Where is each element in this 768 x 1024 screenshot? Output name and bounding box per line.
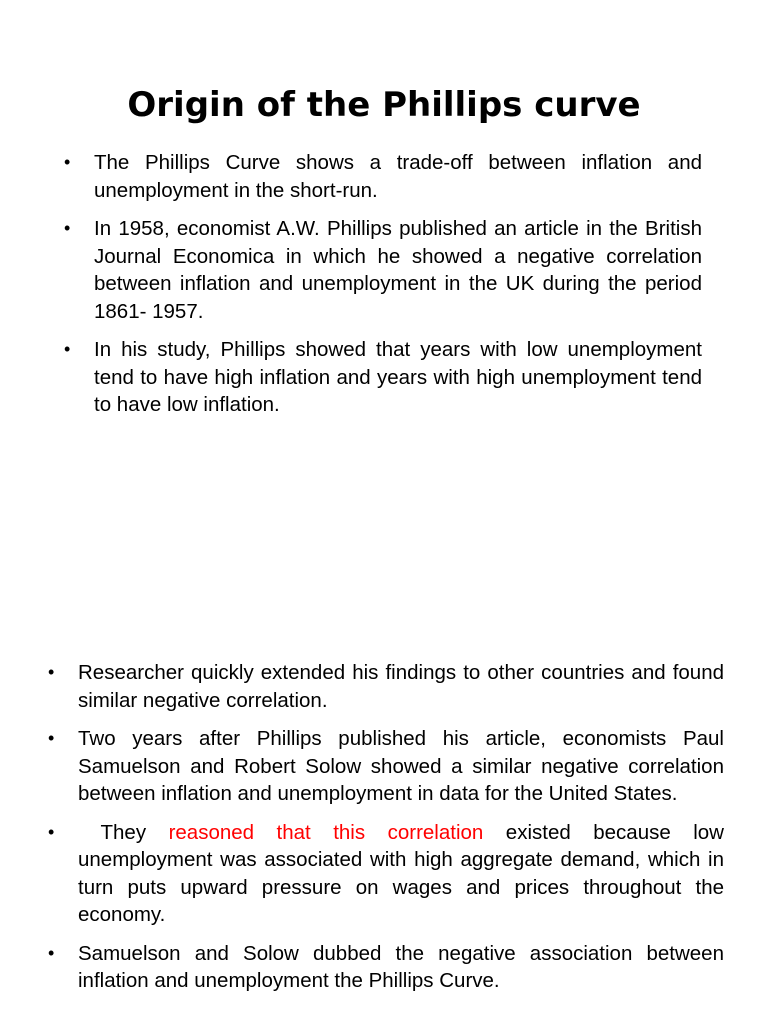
page-title: Origin of the Phillips curve (127, 85, 641, 125)
bullet-icon: • (48, 728, 55, 748)
bullet-icon: • (48, 942, 55, 963)
list-item (64, 149, 702, 204)
bullet-text-start: They (78, 820, 169, 844)
highlighted-text: reasoned that this correlation (168, 820, 484, 844)
list-item (64, 215, 702, 325)
bottom-bullet-list (48, 659, 724, 1006)
bullet-icon: • (64, 339, 71, 359)
bullet-icon: • (64, 152, 71, 172)
list-item (48, 819, 724, 929)
bullet-text-end: existed because low unemployment was associated with high aggregate demand, which in turn puts upward pressure on wages and prices throughout the economy. (78, 820, 724, 926)
list-item (48, 940, 724, 995)
bullet-text: In his study, Phillips showed that years with low unemployment tend to have high inflation and years with high unemployment tend to have low inflation. (94, 338, 702, 416)
bullet-text: Two years after Phillips published his article, economists Paul Samuelson and Robert Solow showed a similar negative correlation between inflation and unemployment in data for the United States. (78, 727, 724, 805)
bullet-icon: • (64, 218, 71, 238)
list-item (64, 336, 702, 419)
bullet-text: The Phillips Curve shows a trade-off between inflation and unemployment in the short-run. (94, 151, 702, 202)
bullet-icon: • (48, 662, 55, 682)
list-item (48, 725, 724, 808)
top-bullet-list (64, 149, 702, 430)
list-item (48, 659, 724, 714)
bullet-icon: • (48, 821, 55, 842)
bullet-text: Researcher quickly extended his findings to other countries and found similar negative correlation. (78, 661, 724, 712)
bullet-text: Samuelson and Solow dubbed the negative association between inflation and unemployment the Phillips Curve. (78, 941, 724, 992)
bullet-text: In 1958, economist A.W. Phillips published an article in the British Journal Economica in which he showed a negative correlation between inflation and unemployment in the UK during the period 1861- 1957. (94, 217, 702, 323)
